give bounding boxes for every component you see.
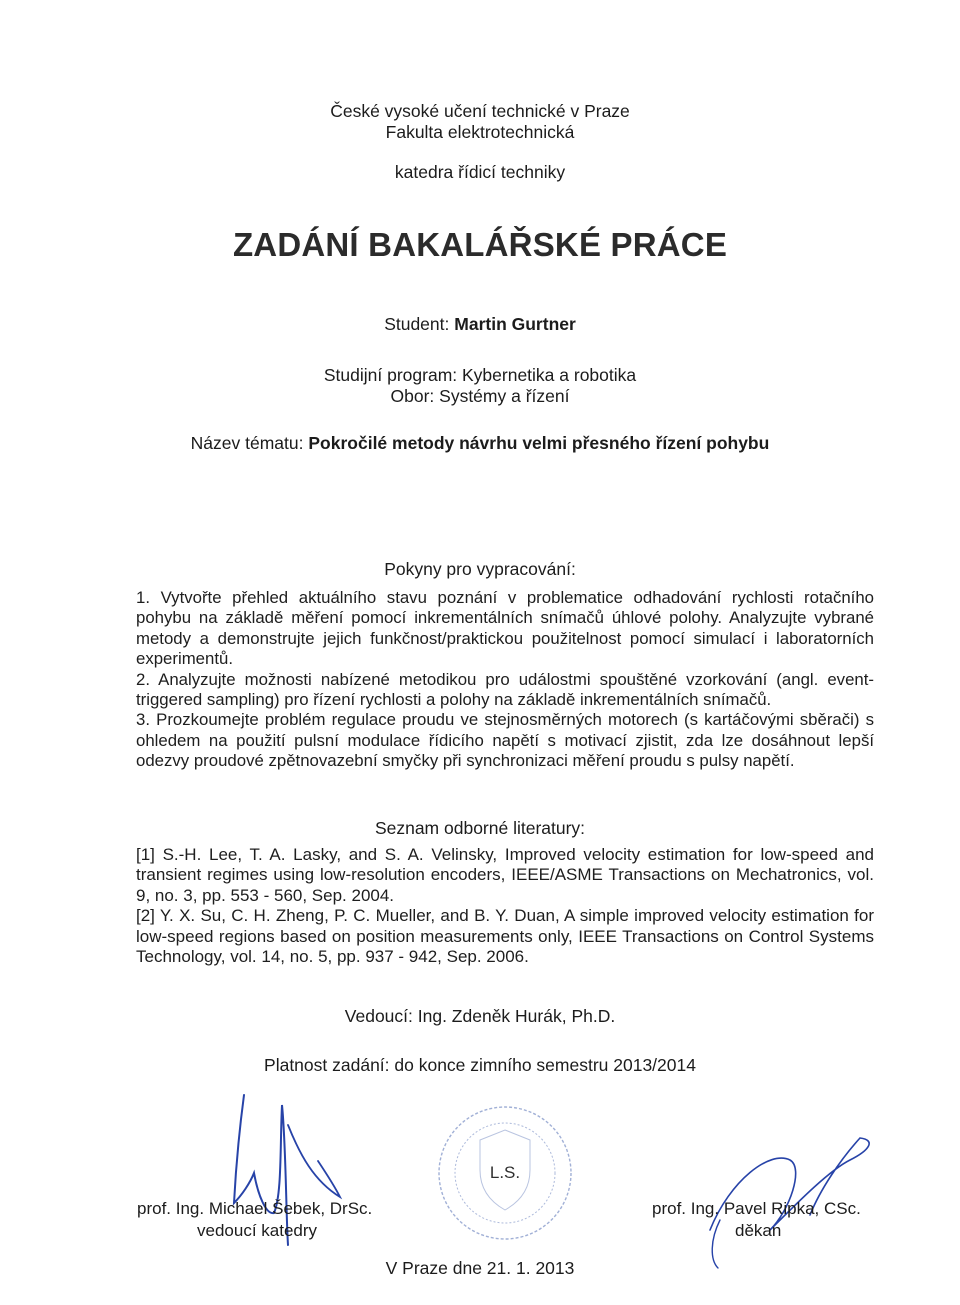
student-line: [0, 314, 960, 335]
instruction-item: 3. Prozkoumejte problém regulace proudu ve stejnosměrných motorech (s kartáčovými sběrači) s ohledem na použití pulsní modulace řídicího napětí s motivací zjistit, zda lze dosáhnout lepší odezvy proudové zpětnovazební smyčky při synchronizaci měření proudu s pulsy napětí.: [136, 710, 874, 771]
topic-value: Pokročilé metody návrhu velmi přesného řízení pohybu: [308, 433, 770, 453]
study-program: Studijní program: Kybernetika a robotika: [323, 365, 637, 385]
student-label: Student:: [384, 314, 450, 334]
topic-label: Název tématu:: [190, 433, 304, 453]
instructions-list: [136, 588, 874, 772]
dean-signature-name: prof. Ing. Pavel Ripka, CSc.: [652, 1199, 861, 1218]
department-name: katedra řídicí techniky: [394, 162, 566, 182]
document-title: ZADÁNÍ BAKALÁŘSKÉ PRÁCE: [232, 226, 728, 263]
faculty-name: Fakulta elektrotechnická: [385, 122, 575, 142]
instruction-item: 1. Vytvořte přehled aktuálního stavu poznání v problematice odhadování rychlosti rotačního pohybu na základě měření pomocí inkrementálních snímačů úhlové polohy. Analyzujte vybrané metody a demonstrujte jejich funkčnost/praktickou použitelnost pomocí simulací i laboratorních experimentů.: [136, 588, 874, 669]
head-signature-role: vedoucí katedry: [197, 1221, 318, 1240]
instruction-item: 2. Analyzujte možnosti nabízené metodikou pro událostmi spouštěné vzorkování (angl. event-triggered sampling) pro řízení rychlosti a polohy na základě inkrementálních snímačů.: [136, 669, 874, 710]
validity-line: Platnost zadání: do konce zimního semestru 2013/2014: [264, 1055, 696, 1075]
instructions-heading: Pokyny pro vypracování:: [384, 559, 576, 579]
literature-heading: Seznam odborné literatury:: [374, 818, 586, 838]
place-and-date: V Praze dne 21. 1. 2013: [385, 1258, 575, 1278]
head-signature-name: prof. Ing. Michael Šebek, DrSc.: [137, 1199, 373, 1218]
student-name: Martin Gurtner: [454, 314, 576, 334]
topic-line: [0, 433, 960, 454]
faculty-stamp: [430, 1098, 580, 1248]
stamp-label: L.S.: [489, 1163, 521, 1182]
university-name: České vysoké učení technické v Praze: [330, 101, 630, 121]
literature-item: [2] Y. X. Su, C. H. Zheng, P. C. Mueller, and B. Y. Duan, A simple improved velocity estimation for low-speed regions based on position measurements only, IEEE Transactions on Control Systems Technology, vol. 14, no. 5, pp. 937 - 942, Sep. 2006.: [136, 906, 874, 967]
literature-item: [1] S.-H. Lee, T. A. Lasky, and S. A. Velinsky, Improved velocity estimation for low-speed and transient regimes using low-resolution encoders, IEEE/ASME Transactions on Mechatronics, vol. 9, no. 3, pp. 553 - 560, Sep. 2004.: [136, 845, 874, 905]
dean-signature: [680, 1120, 900, 1270]
dean-signature-role: děkan: [735, 1221, 782, 1240]
study-branch: Obor: Systémy a řízení: [390, 386, 570, 406]
literature-list: [136, 845, 874, 967]
supervisor-line: Vedoucí: Ing. Zdeněk Hurák, Ph.D.: [344, 1006, 616, 1026]
